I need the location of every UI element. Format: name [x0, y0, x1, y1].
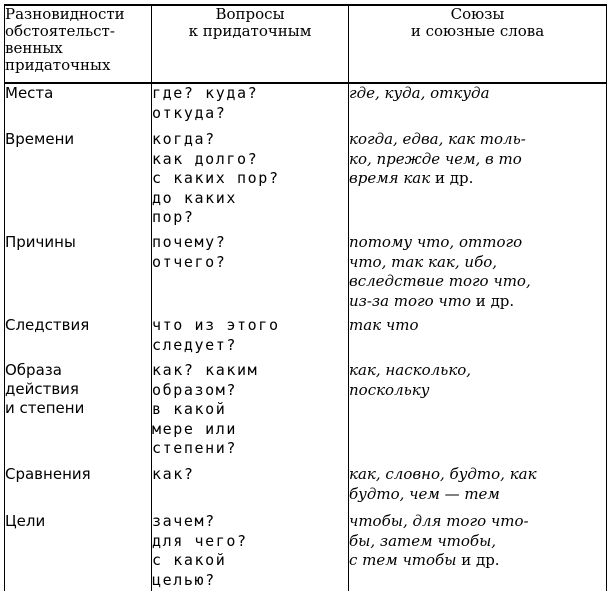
row-conjunctions	[349, 465, 607, 512]
conjunctions-tail: и др.	[456, 551, 500, 570]
header-questions: Вопросы к придаточным	[152, 5, 349, 83]
conjunctions-text: когда, едва, как толь- ко, прежде чем, в то время как	[349, 130, 526, 188]
row-questions: зачем? для чего? с какой целью?	[152, 512, 349, 591]
conjunctions-tail: и др.	[430, 169, 474, 188]
table-row	[5, 361, 607, 465]
row-conjunctions	[349, 233, 607, 316]
header-conjunctions: Союзы и союзные слова	[349, 5, 607, 83]
row-questions: что из этого следует?	[152, 316, 349, 361]
row-questions: почему? отчего?	[152, 233, 349, 316]
row-questions: как? каким образом? в какой мере или степени?	[152, 361, 349, 465]
table-row	[5, 512, 607, 591]
conjunctions-text: чтобы, для того что- бы, затем чтобы, с тем чтобы	[349, 512, 529, 570]
table-row	[5, 316, 607, 361]
row-kind: Времени	[5, 130, 152, 233]
conjunctions-text: где, куда, откуда	[349, 84, 490, 102]
row-kind: Сравнения	[5, 465, 152, 512]
table-row	[5, 233, 607, 316]
header-kind: Разновидности обстоятельст- венных придаточных	[5, 5, 152, 83]
row-kind: Места	[5, 83, 152, 130]
row-kind: Образа действия и степени	[5, 361, 152, 465]
row-conjunctions	[349, 361, 607, 465]
conjunctions-text: потому что, оттого что, так как, ибо, вследствие того что, из-за того что	[349, 233, 531, 310]
row-questions: когда? как долго? с каких пор? до каких пор?	[152, 130, 349, 233]
row-conjunctions	[349, 512, 607, 591]
conjunctions-tail: и др.	[471, 291, 515, 310]
row-conjunctions	[349, 83, 607, 130]
clauses-table	[4, 4, 607, 591]
row-kind: Следствия	[5, 316, 152, 361]
conjunctions-text: как, словно, будто, как будто, чем — тем	[349, 465, 537, 503]
table-row	[5, 130, 607, 233]
row-questions: как?	[152, 465, 349, 512]
conjunctions-text: так что	[349, 316, 419, 334]
row-kind: Цели	[5, 512, 152, 591]
header-row	[5, 5, 607, 83]
conjunctions-text: как, насколько, поскольку	[349, 361, 472, 399]
table-row	[5, 465, 607, 512]
row-conjunctions	[349, 316, 607, 361]
row-questions: где? куда? откуда?	[152, 83, 349, 130]
row-kind: Причины	[5, 233, 152, 316]
table-row	[5, 83, 607, 130]
row-conjunctions	[349, 130, 607, 233]
